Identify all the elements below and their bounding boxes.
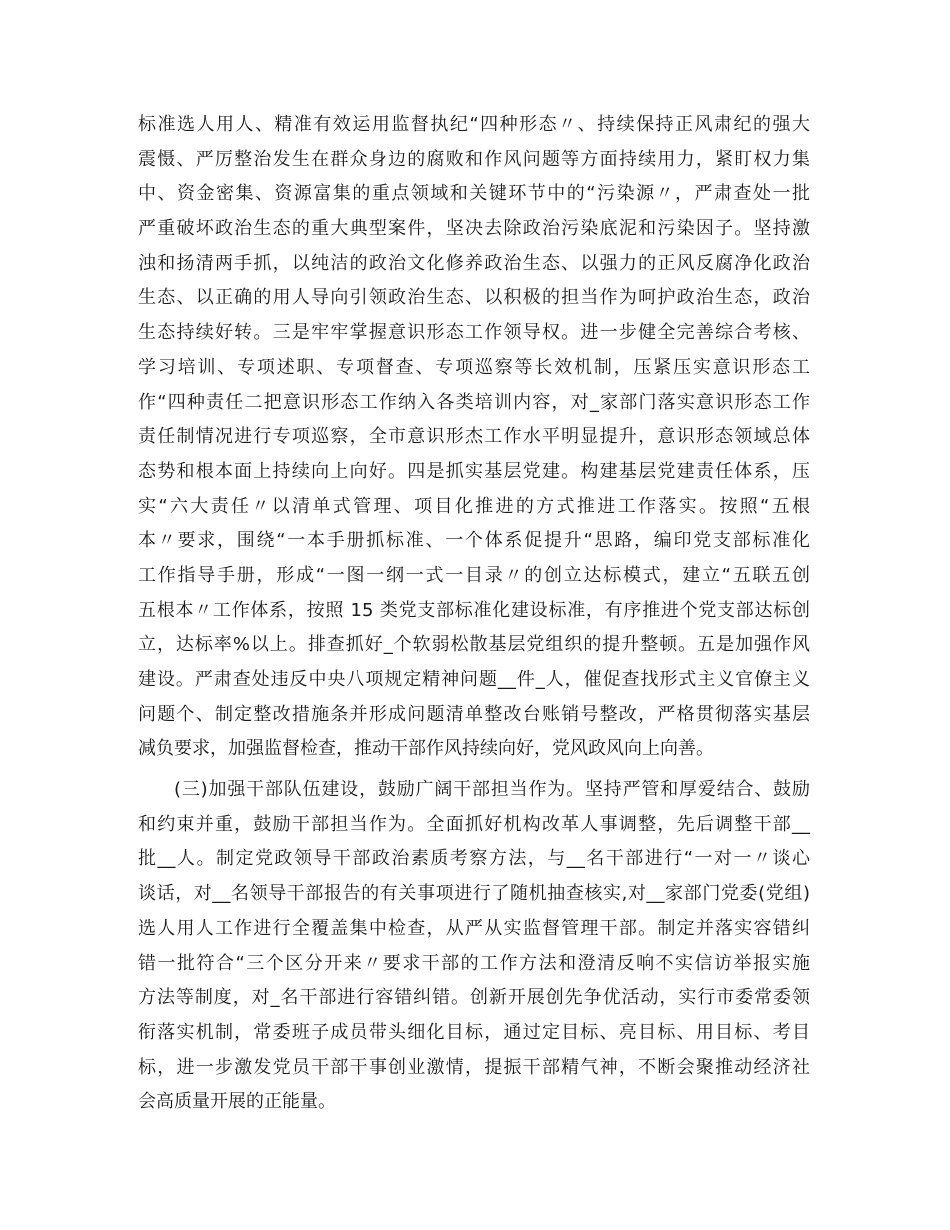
paragraph-party-building: [138, 108, 810, 767]
text-line: 浊和扬清两手抓，以纯洁的政治文化修养政治生态、以强力的正风反腐净化政治: [138, 252, 810, 274]
text-line: 学习培训、专项述职、专项督查、专项巡察等长效机制，压紧压实意识形态工: [138, 356, 810, 378]
text-line: 谈话，对__名领导干部报告的有关事项进行了随机抽查核实,对__家部门党委(党组): [138, 883, 810, 905]
text-line: 和约束并重，鼓励干部担当作为。全面抓好机构改革人事调整，先后调整干部__: [138, 813, 810, 835]
text-line: 衔落实机制，常委班子成员带头细化目标，通过定目标、亮目标、用目标、考目: [138, 1021, 810, 1043]
text-line: 作“四种责任二把意识形态工作纳入各类培训内容，对_家部门落实意识形态工作: [138, 391, 810, 413]
text-line: 实“六大责任〃以清单式管理、项目化推进的方式推进工作落实。按照“五根: [138, 495, 810, 517]
text-line: 标，进一步激发党员干部干事创业激情，提振干部精气神，不断会聚推动经济社: [138, 1056, 810, 1078]
text-line: 方法等制度，对_名干部进行容错纠错。创新开展创先争优活动，实行市委常委领: [138, 987, 810, 1009]
text-line: 会高质量开展的正能量。: [138, 1091, 336, 1113]
text-line: 工作指导手册，形成“一图一纲一式一目录〃的创立达标模式，建立“五联五创: [138, 564, 810, 586]
text-line: 态势和根本面上持续向上向好。四是抓实基层党建。构建基层党建责任体系，压: [138, 460, 810, 482]
text-line: 本〃要求，围绕“一本手册抓标准、一个体系促提升“思路，编印党支部标准化: [138, 530, 810, 552]
text-line: 选人用人工作进行全覆盖集中检查，从严从实监督管理干部。制定并落实容错纠: [138, 917, 810, 939]
document-body: [138, 108, 810, 1120]
text-line: 批__人。制定党政领导干部政治素质考察方法，与__名干部进行“一对一〃谈心: [138, 848, 810, 870]
text-line: 减负要求，加强监督检查，推动干部作风持续向好，党风政风向上向善。: [138, 738, 714, 760]
text-line: 建设。严肃查处违反中央八项规定精神问题__件_人，催促查找形式主义官僚主义: [138, 669, 810, 690]
text-line: 五根本〃工作体系，按照 15 类党支部标准化建设标准，有序推进个党支部达标创: [138, 599, 810, 621]
text-line: 问题个、制定整改措施条并形成问题清单整改台账销号整改，严格贯彻落实基层: [138, 703, 810, 725]
text-line: 严重破坏政治生态的重大典型案件，坚决去除政治污染底泥和污染因子。坚持激: [138, 218, 810, 240]
text-line: 生态、以正确的用人导向引领政治生态、以积极的担当作为呵护政治生态，政治: [138, 287, 810, 309]
text-line: (三)加强干部队伍建设，鼓励广阔干部担当作为。坚持严管和厚爱结合、鼓励: [174, 779, 810, 801]
paragraph-cadre-team: [138, 773, 810, 1120]
text-line: 震慑、严厉整治发生在群众身边的腐败和作风问题等方面持续用力，紧盯权力集: [138, 148, 810, 170]
text-line: 中、资金密集、资源富集的重点领域和关键环节中的“污染源〃，严肃查处一批: [138, 183, 810, 205]
text-line: 标准选人用人、精准有效运用监督执纪“四种形态〃、持续保持正风肃纪的强大: [138, 114, 810, 135]
text-line: 责任制情况进行专项巡察，全市意识形杰工作水平明显提升，意识形态领域总体: [138, 426, 810, 448]
text-line: 错一批符合“三个区分开来〃要求干部的工作方法和澄清反响不实信访举报实施: [138, 952, 810, 974]
text-line: 生态持续好转。三是牢牢掌握意识形态工作领导权。进一步健全完善综合考核、: [138, 322, 810, 344]
text-line: 立，达标率%以上。排查抓好_个软弱松散基层党组织的提升整顿。五是加强作风: [138, 634, 810, 656]
